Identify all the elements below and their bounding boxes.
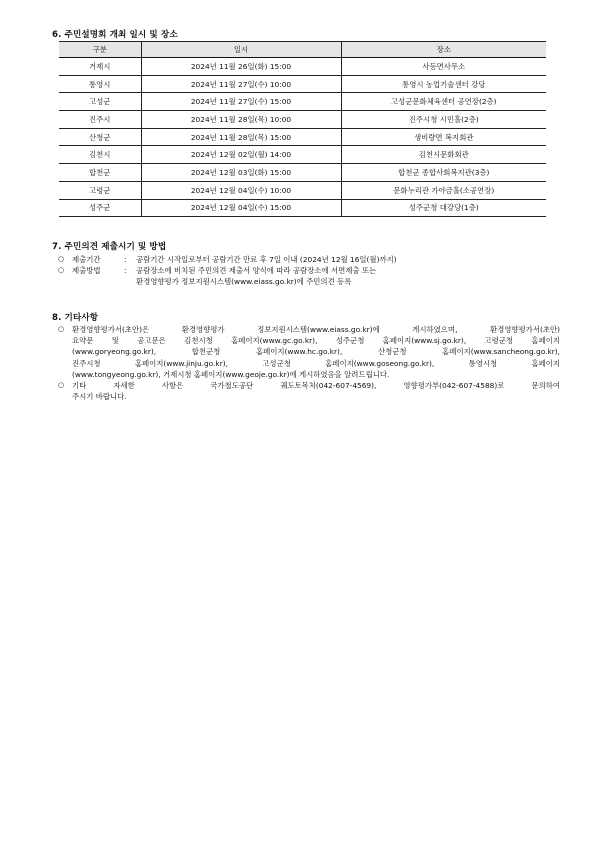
paragraph-line: 요약문 및 공고문은 김천시청 홈페이지(www.gc.go.kr), 성주군청 홈페이지(www.sj.go.kr), 고령군청 홈페이지 [72, 336, 560, 346]
paragraph-line: 기타 자세한 사항은 국가철도공단 궤도토목처(042-607-4569), 영향평가부(042-607-4588)로 문의하여 [72, 381, 560, 391]
cell-venue: 김천시문화회관 [341, 146, 546, 164]
table-row [59, 75, 546, 93]
header-venue: 장소 [341, 42, 546, 58]
cell-region: 김천시 [59, 146, 141, 164]
paragraph-line: 환경영향평가서(초안)은 환경영향평가 정보지원시스템(www.eiass.go.kr)에 게시하였으며, 환경영향평가서(초안) [72, 325, 560, 334]
list-item [56, 265, 397, 287]
table-row [59, 164, 546, 182]
paragraph-line: 주시기 바랍니다. [72, 392, 127, 402]
cell-datetime: 2024년 12월 04일(수) 10:00 [141, 181, 341, 199]
bullet-marker: ○ [58, 255, 65, 263]
bullet-marker: ○ [58, 266, 65, 275]
item-text: 공람장소에 비치된 주민의견 제출서 양식에 따라 공람장소에 서면제출 또는 [136, 266, 377, 276]
cell-datetime: 2024년 11월 28일(목) 15:00 [141, 128, 341, 146]
bullet-marker: ○ [58, 325, 65, 333]
cell-datetime: 2024년 11월 28일(목) 10:00 [141, 111, 341, 129]
cell-datetime: 2024년 12월 02일(월) 14:00 [141, 146, 341, 164]
submission-method-list [56, 254, 397, 288]
table-header-row [59, 42, 546, 58]
cell-venue: 통영시 농업기술센터 강당 [341, 75, 546, 93]
item-label: 제출기간 [72, 255, 101, 264]
cell-region: 통영시 [59, 75, 141, 93]
section-6-heading: 6. 주민설명회 개최 일시 및 장소 [52, 30, 178, 40]
cell-region: 합천군 [59, 164, 141, 182]
item-text: 공람기간 시작일로부터 공람기간 만료 후 7일 이내 (2024년 12월 16일(월)까지) [136, 255, 397, 264]
cell-venue: 고성군문화체육센터 공연장(2층) [341, 93, 546, 111]
section-8-heading: 8. 기타사항 [52, 313, 99, 323]
list-item [56, 254, 397, 265]
item-colon: : [124, 255, 127, 264]
table-row [59, 181, 546, 199]
cell-region: 진주시 [59, 111, 141, 129]
cell-region: 거제시 [59, 58, 141, 76]
cell-datetime: 2024년 12월 04일(수) 15:00 [141, 199, 341, 217]
bullet-marker: ○ [58, 381, 65, 390]
contact-paragraph [72, 380, 560, 402]
paragraph-line: (www.goryeong.go.kr), 합천군청 홈페이지(www.hc.go.kr), 산청군청 홈페이지(www.sancheong.go.kr), [72, 347, 560, 357]
table-row [59, 93, 546, 111]
item-label: 제출방법 [72, 266, 101, 276]
cell-venue: 문화누리관 가야금홀(소공연장) [341, 181, 546, 199]
cell-datetime: 2024년 12월 03일(화) 15:00 [141, 164, 341, 182]
cell-region: 성주군 [59, 199, 141, 217]
cell-venue: 사등면사무소 [341, 58, 546, 76]
list-item [56, 324, 560, 380]
cell-datetime: 2024년 11월 26일(화) 15:00 [141, 58, 341, 76]
item-text-continued: 환경영향평가 정보지원시스템(www.eiass.go.kr)에 주민의견 등록 [136, 277, 352, 287]
cell-venue: 성주군청 대강당(1층) [341, 199, 546, 217]
cell-region: 고령군 [59, 181, 141, 199]
cell-region: 산청군 [59, 128, 141, 146]
header-datetime: 일시 [141, 42, 341, 58]
other-notes-list [56, 324, 560, 402]
list-item [56, 380, 560, 402]
paragraph-line: (www.tongyeong.go.kr), 거제시청 홈페이지(www.geoje.go.kr)에 게시하였음을 알려드립니다. [72, 369, 390, 379]
table-row [59, 128, 546, 146]
cell-venue: 합천군 종합사회복지관(3층) [341, 164, 546, 182]
paragraph-line: 진주시청 홈페이지(www.jinju.go.kr), 고성군청 홈페이지(www.goseong.go.kr), 통영시청 홈페이지 [72, 358, 560, 368]
table-row [59, 111, 546, 129]
table-row [59, 58, 546, 76]
cell-region: 고성군 [59, 93, 141, 111]
section-7-heading: 7. 주민의견 제출시기 및 방법 [52, 242, 167, 252]
header-region: 구분 [59, 42, 141, 58]
cell-datetime: 2024년 11월 27일(수) 10:00 [141, 75, 341, 93]
notice-paragraph [72, 324, 560, 380]
table-row [59, 146, 546, 164]
briefing-schedule-table [59, 41, 546, 217]
table-row [59, 199, 546, 217]
cell-datetime: 2024년 11월 27일(수) 15:00 [141, 93, 341, 111]
item-colon: : [124, 266, 127, 276]
cell-venue: 생비량면 복지회관 [341, 128, 546, 146]
cell-venue: 진주시청 시민홀(2층) [341, 111, 546, 129]
